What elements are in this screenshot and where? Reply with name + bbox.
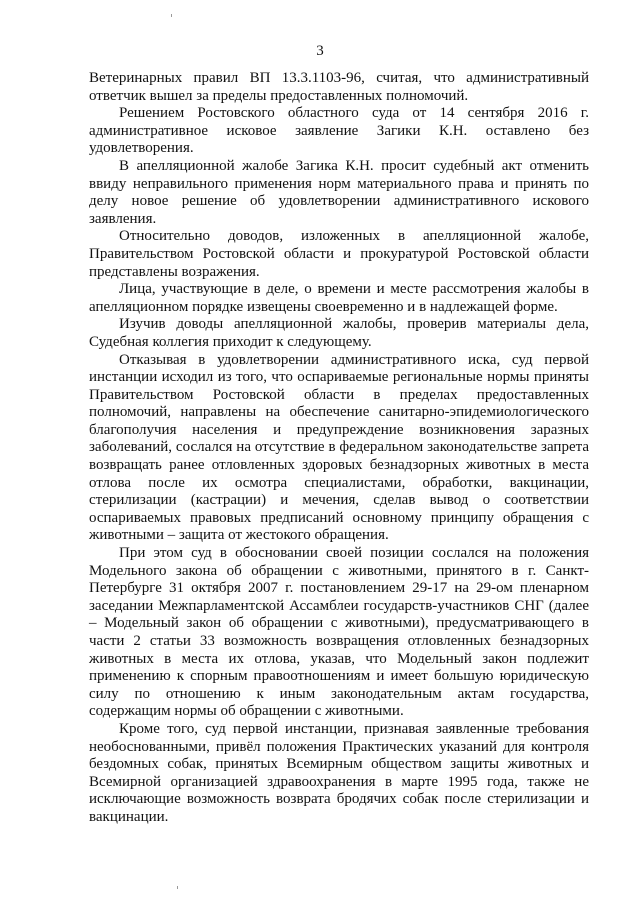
document-body [89,70,589,827]
paragraph: Кроме того, суд первой инстанции, признавая заявленные требования необоснованными, привёл положения Практических указаний для контроля бездомных собак, принятых Всемирным обществом защиты животных и Всемирной организацией здравоохранения в марте 1995 года, также не исключающие возможность возврата бродячих собак после стерилизации и вакцинации. [89,720,589,825]
paragraph: Отказывая в удовлетворении административного иска, суд первой инстанции исходил из того, что оспариваемые региональные нормы приняты Правительством Ростовской области в пределах предоставленных полномочий, направлены на обеспечение санитарно-эпидемиологического благополучия населения и предупреждение возникновения заразных заболеваний, сослался на отсутствие в федеральном законодательстве запрета возвращать ранее отловленных здоровых безнадзорных животных в места отлова после их осмотра специалистами, обработки, вакцинации, стерилизации (кастрации) и мечения, сделав вывод о соответствии оспариваемых правовых предписаний основному принципу обращения с животными – защита от жестокого обращения. [89,351,589,544]
paragraph: Решением Ростовского областного суда от 14 сентября 2016 г. административное исковое заявление Загики К.Н. оставлено без удовлетворения. [89,105,589,157]
paragraph: Изучив доводы апелляционной жалобы, проверив материалы дела, Судебная коллегия приходит к следующему. [89,316,589,350]
scan-speck [177,886,178,889]
page-number: 3 [316,43,324,59]
paragraph: В апелляционной жалобе Загика К.Н. просит судебный акт отменить ввиду неправильного применения норм материального права и принять по делу новое решение об удовлетворении административного искового заявления. [89,157,589,227]
scan-speck [171,14,172,17]
paragraph: Относительно доводов, изложенных в апелляционной жалобе, Правительством Ростовской области и прокуратурой Ростовской области представлены возражения. [89,228,589,280]
paragraph: Ветеринарных правил ВП 13.3.1103-96, считая, что административный ответчик вышел за пределы предоставленных полномочий. [89,70,589,104]
paragraph: При этом суд в обосновании своей позиции сослался на положения Модельного закона об обращении с животными, принятого в г. Санкт-Петербурге 31 октября 2007 г. постановлением 29-17 на 29-ом пленарном заседании Межпарламентской Ассамблеи государств-участников СНГ (далее – Модельный закон об обращении с животными), предусматривающего в части 2 статьи 33 возможность возвращения отловленных безнадзорных животных в места их отлова, указав, что Модельный закон подлежит применению к спорным правоотношениям и имеет большую юридическую силу по отношению к иным законодательным актам государства, содержащим нормы об обращении с животными. [89,545,589,720]
paragraph: Лица, участвующие в деле, о времени и месте рассмотрения жалобы в апелляционном порядке извещены своевременно и в надлежащей форме. [89,281,589,315]
